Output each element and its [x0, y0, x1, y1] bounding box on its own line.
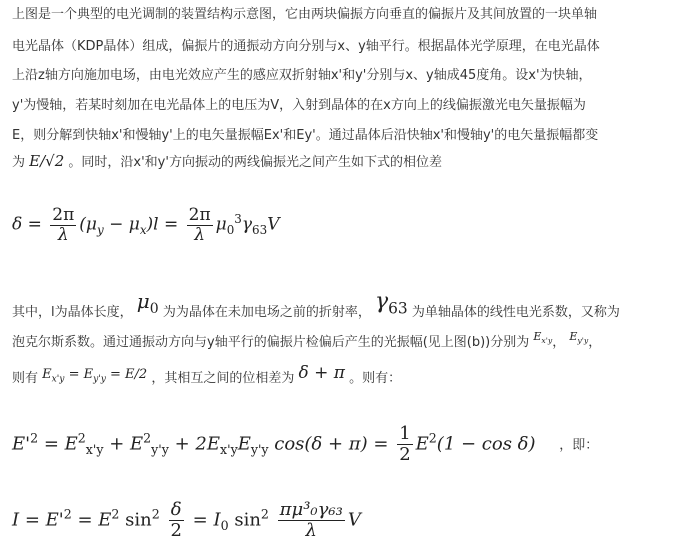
- paragraph-line-1: 上图是一个典型的电光调制的装置结构示意图，它由两块偏振方向垂直的偏振片及其间放置的一块单轴: [12, 7, 598, 22]
- eq2-s4sub: y'y: [250, 441, 269, 457]
- line9-t1: 泡克尔斯系数。通过通振动方向与y轴平行的偏振片检偏后产生的光振幅(见上图(b))分别为: [12, 335, 530, 350]
- eq1-mu: μ: [215, 214, 227, 235]
- eq3-mid: = E: [71, 509, 112, 531]
- paragraph-line-8: [12, 289, 620, 326]
- math-Exy: [533, 330, 553, 346]
- amp-E2: = E: [64, 367, 94, 382]
- eq3-I: I = E': [12, 509, 64, 531]
- eq2-tail: (1 − cos δ): [436, 433, 536, 455]
- eq1-f2-den: λ: [194, 224, 206, 245]
- eq1-f1-num: 2π: [52, 205, 75, 225]
- eq1-mid2: − μ: [103, 214, 140, 235]
- eq2-half-den: 2: [399, 443, 411, 465]
- line8-t2: 为为晶体在未加电场之前的折射率，: [162, 305, 371, 320]
- mu0-sub: 0: [149, 301, 159, 317]
- eq3-g-den: λ: [305, 519, 317, 541]
- eq2-half: [397, 424, 412, 465]
- math-mu0: [136, 289, 159, 317]
- eq2-cos: cos(δ + π) =: [268, 433, 389, 455]
- paragraph-line-6: [12, 152, 442, 172]
- eq1-f2-num: 2π: [188, 205, 211, 225]
- paragraph-line-9: [12, 330, 602, 356]
- line8-t1: 其中，l为晶体长度，: [12, 305, 133, 320]
- eq1-gamma: γ: [241, 214, 253, 235]
- Eyy-symbol: E: [569, 330, 578, 343]
- eq3-frac2: [278, 500, 345, 541]
- math-phase: δ + π: [298, 363, 345, 383]
- line8-t3: 为单轴晶体的线性电光系数，又称为: [411, 305, 620, 320]
- eq3-Isup: 2: [63, 506, 72, 522]
- eq2-lhs-sup: 2: [30, 430, 39, 446]
- eq1-mid: (μ: [79, 214, 97, 235]
- eq3-msup: 2: [111, 506, 120, 522]
- eq2-tailsup: 2: [428, 430, 437, 446]
- line9-comma: ，: [552, 335, 566, 350]
- math-gamma63: [374, 289, 408, 318]
- eq1-fraction-2: [187, 206, 213, 244]
- line10-t2: ，其相互之间的位相差为: [151, 371, 295, 386]
- eq1-gamma-sub: 63: [252, 223, 268, 238]
- math-Eyy: [569, 330, 589, 346]
- math-amplitude-equality: [42, 367, 148, 385]
- eq2-E3: + 2E: [168, 433, 220, 455]
- eq2-s1sup: 2: [77, 430, 86, 446]
- equation-intensity: [12, 424, 598, 465]
- mu0-symbol: μ: [136, 289, 150, 313]
- eq1-sub-y: y: [96, 223, 104, 238]
- eq1-mu-sup: 3: [234, 212, 242, 227]
- eq2-s3sub: x'y: [220, 441, 238, 457]
- line6-suffix: 。同时，沿x'和y'方向振动的两线偏振光之间产生如下式的相位差: [68, 155, 442, 170]
- gamma63-symbol: γ: [374, 289, 389, 314]
- equation-phase-difference: [12, 206, 279, 244]
- amp-sub2: y'y: [93, 374, 106, 385]
- paragraph-line-5: E，则分解到快轴x'和慢轴y'上的电矢量振幅Ex'和Ey'。通过晶体后沿快轴x'和慢轴y'的电矢量振幅都变: [12, 128, 599, 143]
- eq2-s2sup: 2: [143, 430, 152, 446]
- eq2-half-num: 1: [399, 423, 411, 444]
- amp-tail: = E/2: [105, 367, 148, 382]
- eq1-mu-sub: 0: [226, 223, 235, 238]
- eq3-sin2: sin: [228, 509, 261, 531]
- paragraph-line-4: y'为慢轴，若某时刻加在电光晶体上的电压为V，入射到晶体的在x方向上的线偏振激光电矢量振幅为: [12, 98, 586, 113]
- eq3-sin: sin: [119, 509, 152, 531]
- eq1-sub-x: x: [139, 223, 147, 238]
- eq1-V: V: [267, 214, 280, 235]
- Exy-symbol: E: [533, 330, 542, 343]
- eq3-f-den: 2: [170, 519, 182, 541]
- line10-t3: 。则有：: [349, 371, 402, 386]
- eq1-mid3: )l =: [146, 214, 179, 235]
- paragraph-line-2: 电光晶体（KDP晶体）组成，偏振片的通振动方向分别与x、y轴平行。根据晶体光学原理，在电光晶体: [12, 39, 600, 54]
- paragraph-line-3: 上沿z轴方向施加电场，由电光效应产生的感应双折射轴x'和y'分别与x、y轴成45度角。设x'为快轴，: [12, 68, 592, 83]
- math-e-over-root2: E/√2: [29, 152, 65, 170]
- eq3-V: V: [347, 509, 361, 531]
- eq3-i0sub: 0: [220, 517, 229, 533]
- line6-prefix: 为: [12, 155, 26, 170]
- line9-end: ，: [588, 335, 602, 350]
- eq2-E2: + E: [103, 433, 144, 455]
- eq2-after: ，即：: [559, 438, 599, 454]
- eq2-s2sub: y'y: [151, 441, 169, 457]
- eq1-fraction-1: [50, 206, 76, 244]
- amp-E1: E: [42, 367, 52, 382]
- eq3-sin2sup: 2: [260, 506, 269, 522]
- Exy-sub: x'y: [541, 336, 553, 346]
- eq3-frac1: [169, 500, 184, 541]
- eq2-s1sub: x'y: [85, 441, 104, 457]
- eq3-g-num: πμ³₀γ₆₃: [279, 499, 343, 520]
- eq2-tailE: E: [415, 433, 429, 455]
- amp-sub1: x'y: [51, 374, 65, 385]
- eq3-f-num: δ: [170, 499, 182, 520]
- eq1-f1-den: λ: [57, 224, 69, 245]
- eq2-lhs: E': [12, 433, 31, 455]
- paragraph-line-10: [12, 363, 402, 393]
- Eyy-sub: y'y: [577, 336, 589, 346]
- equation-output-intensity: [12, 500, 361, 541]
- gamma63-sub: 63: [388, 299, 408, 318]
- eq3-eq2: = I: [186, 509, 221, 531]
- eq1-lhs: δ =: [12, 214, 42, 235]
- eq2-E4: E: [237, 433, 251, 455]
- eq3-sinsup: 2: [151, 506, 160, 522]
- eq2-E1: = E: [38, 433, 78, 455]
- line10-t1: 则有: [12, 371, 39, 386]
